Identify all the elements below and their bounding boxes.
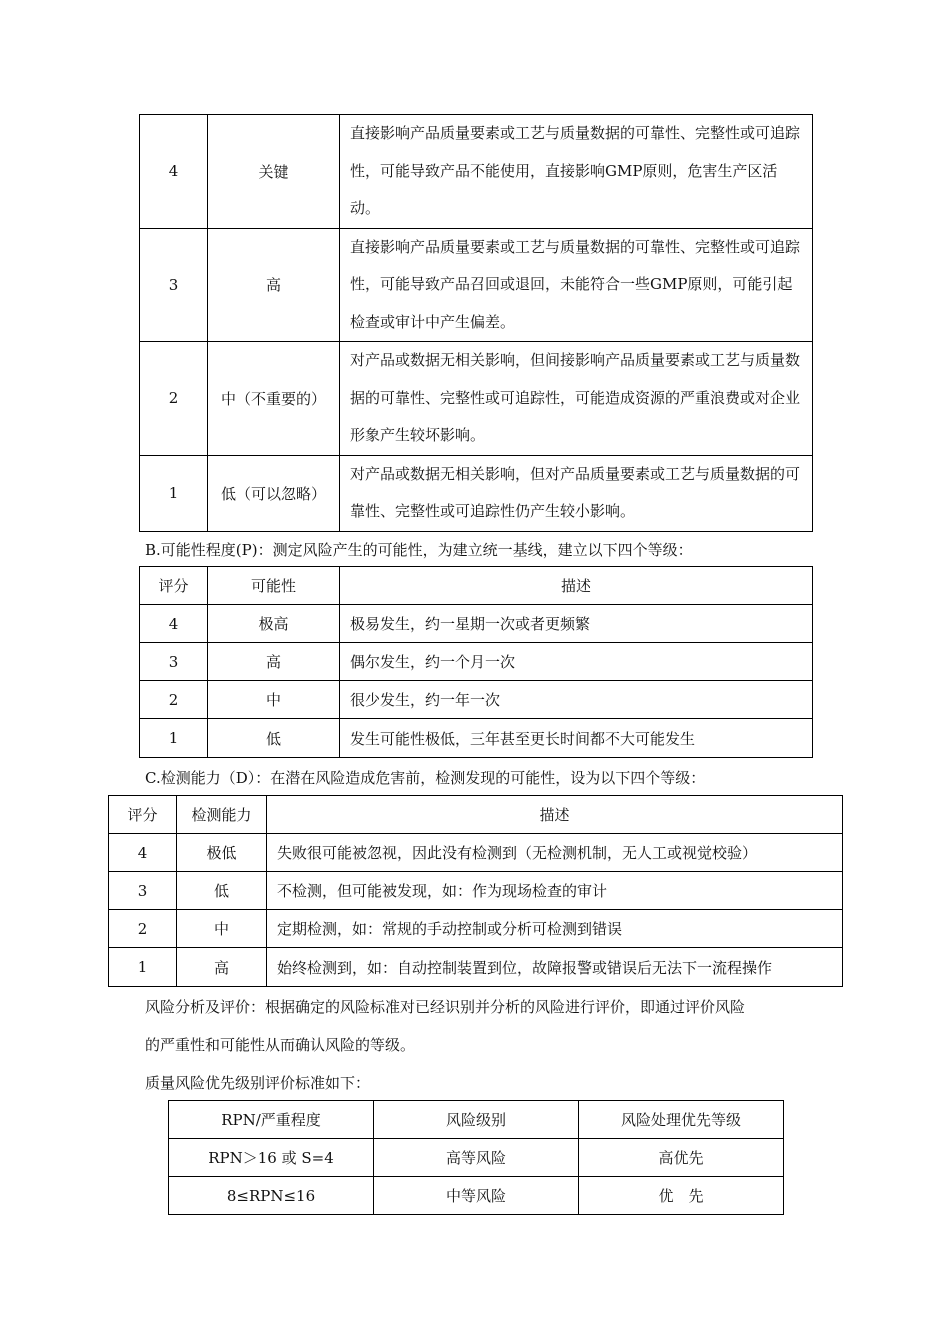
table-row xyxy=(109,948,843,987)
level-cell: 高 xyxy=(177,948,267,987)
level-cell: 低 xyxy=(177,872,267,910)
table-row xyxy=(140,643,813,681)
description-cell: 失败很可能被忽视，因此没有检测到（无检测机制，无人工或视觉校验） xyxy=(267,834,843,872)
score-cell: 3 xyxy=(109,872,177,910)
score-cell: 1 xyxy=(109,948,177,987)
score-cell: 4 xyxy=(140,115,208,229)
column-header: 可能性 xyxy=(208,567,340,605)
criteria-cell: 8≤RPN≤16 xyxy=(169,1177,374,1215)
table-header-row xyxy=(109,796,843,834)
table-row xyxy=(140,228,813,342)
description-cell: 定期检测，如：常规的手动控制或分析可检测到错误 xyxy=(267,910,843,948)
level-cell: 中 xyxy=(208,681,340,719)
column-header: 评分 xyxy=(140,567,208,605)
column-header: 描述 xyxy=(267,796,843,834)
level-cell: 极高 xyxy=(208,605,340,643)
level-cell: 高 xyxy=(208,228,340,342)
column-header: 检测能力 xyxy=(177,796,267,834)
analysis-paragraph-line2: 的严重性和可能性从而确认风险的等级。 xyxy=(145,1036,416,1054)
severity-table xyxy=(139,114,813,532)
score-cell: 3 xyxy=(140,643,208,681)
level-cell: 高 xyxy=(208,643,340,681)
risk-level-cell: 中等风险 xyxy=(374,1177,579,1215)
description-cell: 发生可能性极低，三年甚至更长时间都不大可能发生 xyxy=(340,719,813,758)
score-cell: 1 xyxy=(140,455,208,531)
priority-criteria-intro: 质量风险优先级别评价标准如下： xyxy=(145,1074,371,1092)
description-cell: 直接影响产品质量要素或工艺与质量数据的可靠性、完整性或可追踪性，可能导致产品召回或退回，未能符合一些GMP原则，可能引起检查或审计中产生偏差。 xyxy=(340,228,813,342)
description-cell: 对产品或数据无相关影响，但对产品质量要素或工艺与质量数据的可靠性、完整性或可追踪性仍产生较小影响。 xyxy=(340,455,813,531)
table-row xyxy=(169,1177,784,1215)
score-cell: 4 xyxy=(109,834,177,872)
description-cell: 很少发生，约一年一次 xyxy=(340,681,813,719)
description-cell: 极易发生，约一星期一次或者更频繁 xyxy=(340,605,813,643)
column-header: 描述 xyxy=(340,567,813,605)
column-header: 风险处理优先等级 xyxy=(579,1101,784,1139)
level-cell: 低 xyxy=(208,719,340,758)
column-header: RPN/严重程度 xyxy=(169,1101,374,1139)
score-cell: 2 xyxy=(140,681,208,719)
score-cell: 2 xyxy=(140,342,208,456)
description-cell: 偶尔发生，约一个月一次 xyxy=(340,643,813,681)
criteria-cell: RPN＞16 或 S=4 xyxy=(169,1139,374,1177)
risk-level-cell: 高等风险 xyxy=(374,1139,579,1177)
level-cell: 中 xyxy=(177,910,267,948)
score-cell: 4 xyxy=(140,605,208,643)
description-cell: 不检测，但可能被发现，如：作为现场检查的审计 xyxy=(267,872,843,910)
probability-table xyxy=(139,566,813,758)
analysis-paragraph-line1: 风险分析及评价：根据确定的风险标准对已经识别并分析的风险进行评价，即通过评价风险 xyxy=(145,998,746,1016)
column-header: 评分 xyxy=(109,796,177,834)
table-row xyxy=(109,910,843,948)
description-cell: 对产品或数据无相关影响，但间接影响产品质量要素或工艺与质量数据的可靠性、完整性或可追踪性，可能造成资源的严重浪费或对企业形象产生较坏影响。 xyxy=(340,342,813,456)
table-row xyxy=(140,719,813,758)
table-header-row xyxy=(169,1101,784,1139)
level-cell: 中（不重要的） xyxy=(208,342,340,456)
score-cell: 3 xyxy=(140,228,208,342)
detection-heading: C.检测能力（D）：在潜在风险造成危害前，检测发现的可能性，设为以下四个等级： xyxy=(145,769,706,787)
score-cell: 1 xyxy=(140,719,208,758)
level-cell: 极低 xyxy=(177,834,267,872)
level-cell: 关键 xyxy=(208,115,340,229)
score-cell: 2 xyxy=(109,910,177,948)
table-row xyxy=(140,455,813,531)
probability-heading: B.可能性程度(P)：测定风险产生的可能性，为建立统一基线，建立以下四个等级： xyxy=(145,541,693,559)
table-row xyxy=(140,115,813,229)
description-cell: 直接影响产品质量要素或工艺与质量数据的可靠性、完整性或可追踪性，可能导致产品不能使用，直接影响GMP原则，危害生产区活动。 xyxy=(340,115,813,229)
detection-table xyxy=(108,795,843,987)
priority-cell: 优 先 xyxy=(579,1177,784,1215)
table-row xyxy=(140,342,813,456)
table-row xyxy=(169,1139,784,1177)
priority-cell: 高优先 xyxy=(579,1139,784,1177)
rpn-priority-table xyxy=(168,1100,784,1215)
table-row xyxy=(109,834,843,872)
level-cell: 低（可以忽略） xyxy=(208,455,340,531)
table-row xyxy=(109,872,843,910)
table-header-row xyxy=(140,567,813,605)
description-cell: 始终检测到，如：自动控制装置到位，故障报警或错误后无法下一流程操作 xyxy=(267,948,843,987)
table-row xyxy=(140,605,813,643)
table-row xyxy=(140,681,813,719)
column-header: 风险级别 xyxy=(374,1101,579,1139)
